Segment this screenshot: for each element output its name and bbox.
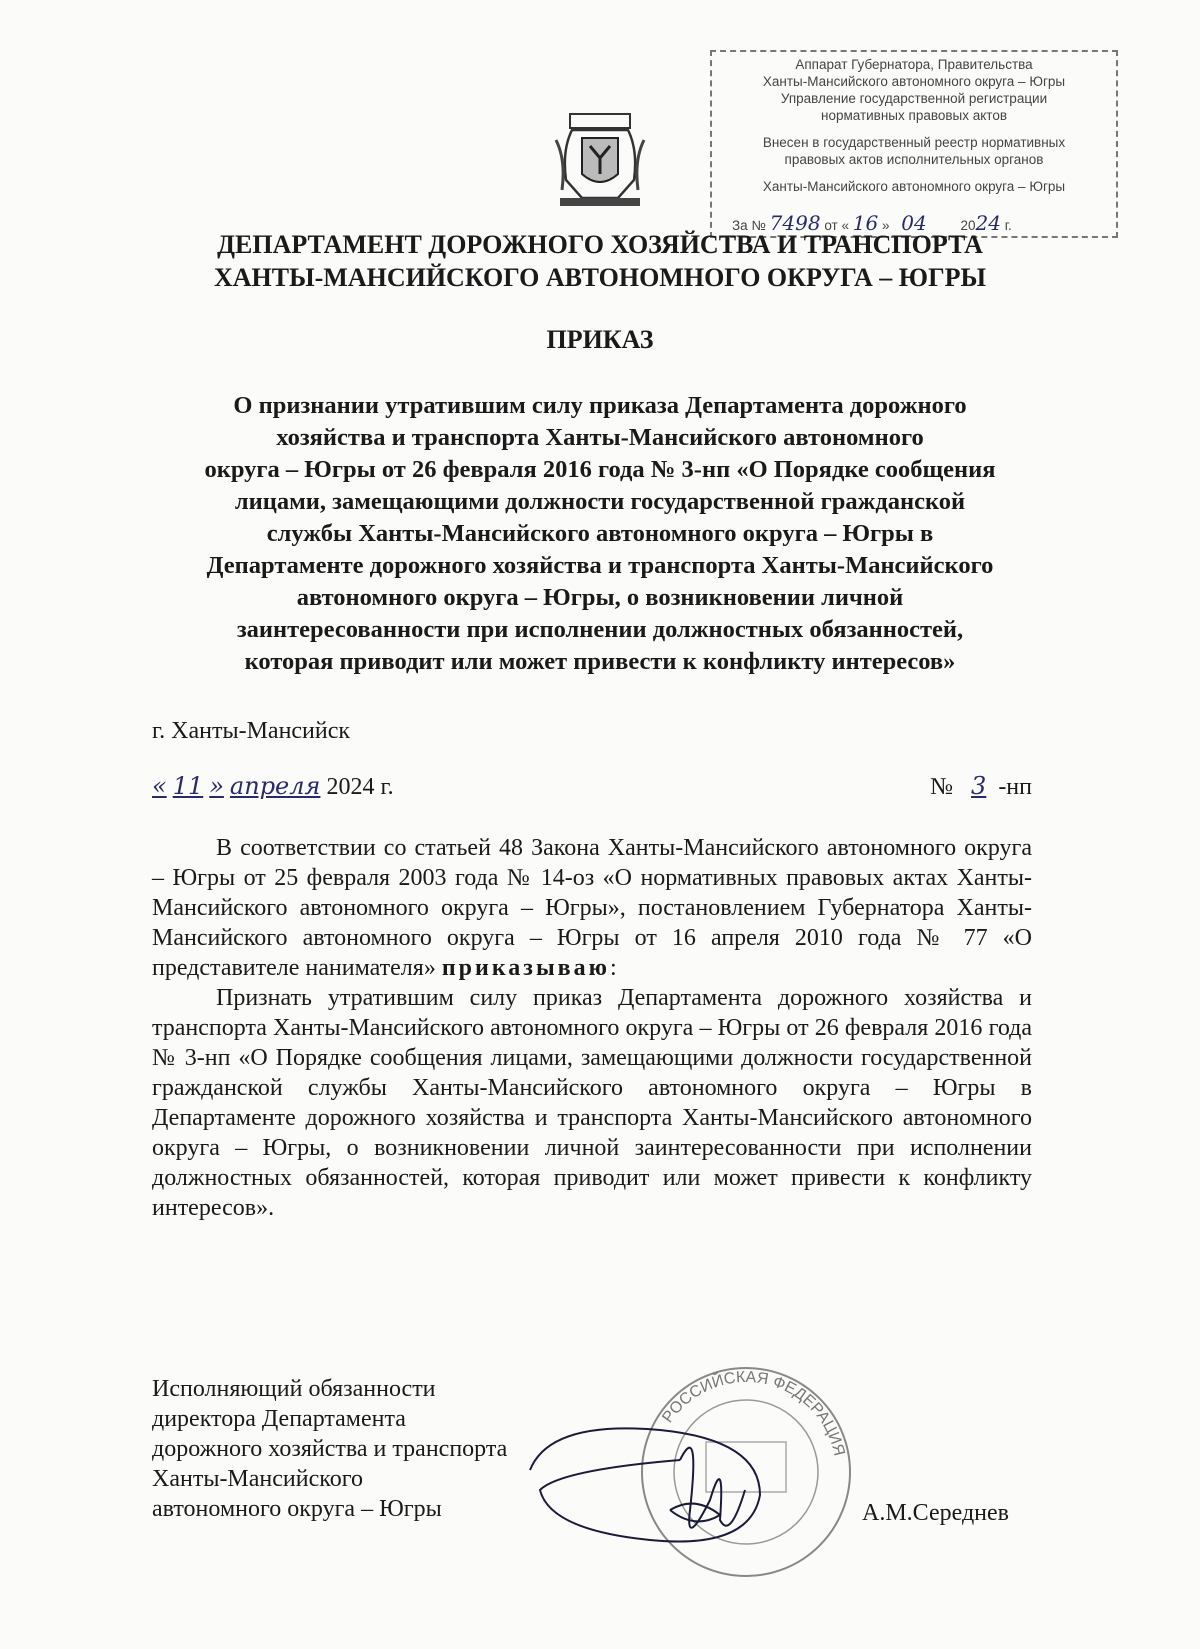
stamp-line: Внесен в государственный реестр нормативных bbox=[762, 135, 1066, 150]
date bbox=[152, 774, 394, 800]
order-number-value: 3 bbox=[971, 772, 987, 800]
subject-line: Департаменте дорожного хозяйства и транспорта Ханты-Мансийского bbox=[206, 552, 994, 579]
signer-position bbox=[152, 1374, 507, 1524]
subject-line: лицами, замещающими должности государственной гражданской bbox=[234, 488, 966, 515]
signer-name: А.М.Середнев bbox=[862, 1500, 1009, 1526]
signer-line: Исполняющий обязанности bbox=[152, 1376, 436, 1402]
stamp-line: Аппарат Губернатора, Правительства bbox=[795, 57, 1033, 72]
signer-line: директора Департамента bbox=[152, 1406, 406, 1432]
document-type: ПРИКАЗ bbox=[546, 325, 654, 354]
order-number bbox=[930, 772, 1032, 801]
stamp-line: Управление государственной регистрации bbox=[780, 91, 1048, 106]
reg-from: от « bbox=[824, 218, 849, 233]
reg-year-end: г. bbox=[1004, 218, 1012, 233]
subject-line: которая приводит или может привести к конфликту интересов» bbox=[244, 648, 956, 675]
reg-year-prefix: 20 bbox=[960, 218, 976, 233]
order-number-prefix: № bbox=[930, 774, 954, 800]
subject-line: хозяйства и транспорта Ханты-Мансийского автономного bbox=[276, 424, 924, 451]
paragraph-text: В соответствии со статьей 48 Закона Ханты-Мансийского автономного округа – Югры от 25 февраля 2003 года № 14-оз «О нормативных правовых актах Ханты-Мансийского автономного округа – Югры», постановлением Губернатора Ханты-Мансийского автономного округа – Югры от 16 апреля 2010 года № 77 «О представителе нанимателя» bbox=[152, 835, 1032, 981]
subject-line: автономного округа – Югры, о возникновении личной bbox=[296, 584, 904, 611]
department-title-line: ХАНТЫ-МАНСИЙСКОГО АВТОНОМНОГО ОКРУГА – ЮГРЫ bbox=[213, 263, 987, 292]
body-paragraph: Признать утратившим силу приказ Департамента дорожного хозяйства и транспорта Ханты-Мансийского автономного округа – Югры от 26 февраля 2016 года № 3-нп «О Порядке сообщения лицами, замещающими должности государственной гражданской службы Ханты-Мансийского автономного округа – Югры в Департаменте дорожного хозяйства и транспорта Ханты-Мансийского автономного округа – Югры, о возникновении личной заинтересованности при исполнении должностных обязанностей, которая приводит или может привести к конфликту интересов». bbox=[152, 985, 1032, 1221]
department-title bbox=[0, 228, 1200, 294]
date-month: апреля bbox=[229, 772, 321, 800]
signer-line: автономного округа – Югры bbox=[152, 1496, 442, 1522]
subject-line: службы Ханты-Мансийского автономного округа – Югры в bbox=[266, 520, 934, 547]
stamp-line: правовых актов исполнительных органов bbox=[784, 152, 1044, 167]
stamp-line: Ханты-Мансийского автономного округа – Югры bbox=[762, 179, 1066, 194]
department-title-line: ДЕПАРТАМЕНТ ДОРОЖНОГО ХОЗЯЙСТВА И ТРАНСПОРТА bbox=[217, 230, 983, 259]
subject-line: заинтересованности при исполнении должностных обязанностей, bbox=[236, 616, 964, 643]
signer-line: дорожного хозяйства и транспорта bbox=[152, 1436, 508, 1462]
signer-line: Ханты-Мансийского bbox=[152, 1466, 363, 1492]
reg-prefix: За № bbox=[732, 218, 766, 233]
order-number-suffix: -нп bbox=[998, 774, 1032, 800]
reg-number: 7498 bbox=[769, 211, 821, 235]
subject-line: О признании утратившим силу приказа Департамента дорожного bbox=[233, 392, 967, 419]
paragraph-end: : bbox=[609, 955, 617, 981]
date-day: 11 bbox=[172, 772, 204, 800]
reg-day: 16 bbox=[852, 211, 879, 235]
handwritten-signature bbox=[520, 1400, 800, 1560]
seal-outer-text: РОССИЙСКАЯ ФЕДЕРАЦИЯ bbox=[659, 1368, 848, 1458]
date-year: 2024 г. bbox=[326, 774, 394, 800]
date-number-row bbox=[152, 772, 1032, 801]
reg-mid: » bbox=[881, 218, 890, 233]
subject-line: округа – Югры от 26 февраля 2016 года № 3-нп «О Порядке сообщения bbox=[204, 456, 996, 483]
body-paragraph bbox=[152, 833, 1032, 983]
order-body bbox=[152, 833, 1032, 1223]
order-subject bbox=[145, 390, 1055, 678]
date-quote-close: » bbox=[209, 772, 224, 800]
reg-month: 04 bbox=[901, 211, 927, 235]
stamp-line: Ханты-Мансийского автономного округа – Югры bbox=[762, 74, 1066, 89]
place-of-issue: г. Ханты-Мансийск bbox=[152, 718, 351, 744]
reg-year-suffix: 24 bbox=[975, 211, 1001, 235]
coat-of-arms-icon bbox=[552, 110, 648, 210]
stamp-line: нормативных правовых актов bbox=[820, 108, 1008, 123]
date-quote-open: « bbox=[152, 772, 167, 800]
order-word: приказываю bbox=[441, 955, 610, 981]
registration-stamp bbox=[710, 50, 1118, 238]
